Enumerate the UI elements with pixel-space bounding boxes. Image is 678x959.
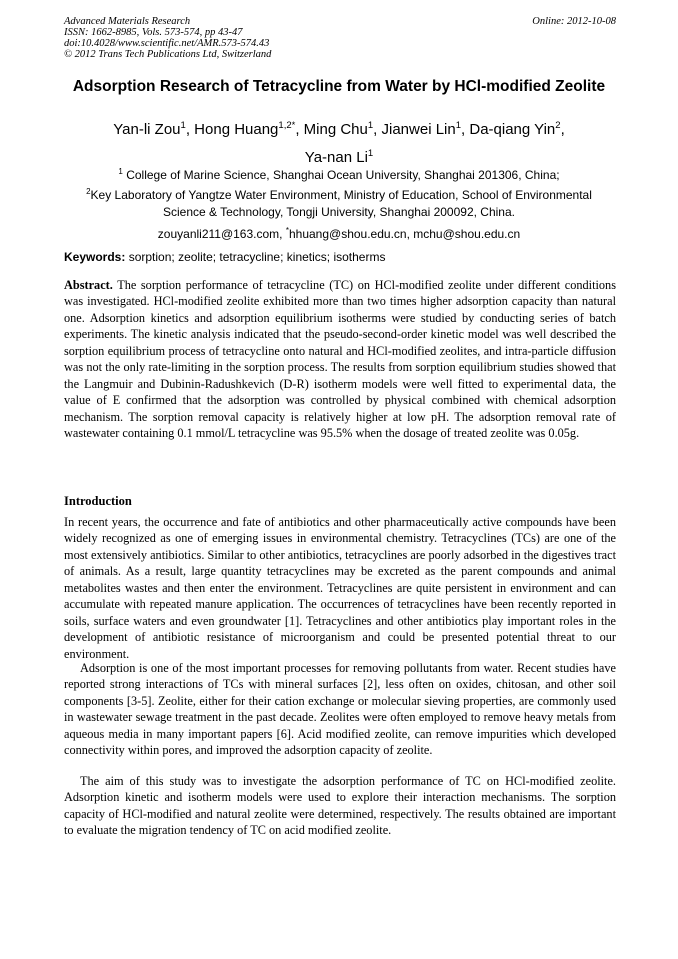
author: Da-qiang Yin$^2$ [469, 120, 561, 138]
author: Ming Chu$^1$ [303, 120, 374, 138]
keywords-label: Keywords: [64, 250, 126, 264]
keywords [64, 250, 616, 264]
email-link[interactable]: hhuang@shou.edu.cn, [288, 227, 410, 241]
journal-issn: ISSN: 1662-8985, Vols. 573-574, pp 43-47 [64, 27, 243, 38]
paper-title: Adsorption Research of Tetracycline from Water by HCl-modified Zeolite [72, 78, 606, 95]
journal-header [64, 16, 616, 60]
author: Ya-nan Li$^1$ [304, 148, 374, 166]
journal-doi: doi:10.4028/www.scientific.net/AMR.573-574.43 [64, 38, 270, 49]
affiliation-1: $^1$ College of Marine Science, Shanghai Ocean University, Shanghai 201306, China; [118, 167, 560, 182]
author: Jianwei Lin$^1$ [381, 120, 462, 138]
abstract-label: Abstract. [64, 278, 113, 292]
author: Yan-li Zou$^1$ [113, 120, 186, 138]
intro-paragraph-2: Adsorption is one of the most important processes for removing pollutants from water. Recent studies have reported strong interactions of TCs with mineral surfaces [2], less often on oxides, chitosan, and other soil components [3-5]. Zeolite, either for their cation exchange or molecular sieving properties, are commonly used in wastewater sewage treatment in the past decade. Zeolites were often employed to remove heavy metals from aqueous media in many important papers [6]. Acid modified zeolite, can remove impurities which developed connectivity within pores, and improved the adsorption capacity of zeolite. [64, 661, 616, 758]
abstract [64, 277, 616, 442]
intro-paragraph-3: The aim of this study was to investigate the adsorption performance of TC on HCl-modified zeolite. Adsorption kinetic and isotherm models were used to explore their interaction mechanisms. The sorption capacity of HCl-modified and natural zeolite were determined, respectively. The results obtained are important to evaluate the migration tendency of TC on acid modified zeolite. [64, 774, 616, 838]
author: Hong Huang$^{1,2*}$ [194, 120, 296, 138]
abstract-text: The sorption performance of tetracycline (TC) on HCl-modified zeolite under different conditions was investigated. HCl-modified zeolite exhibited more than two times higher adsorption capacity than natural one. Adsorption kinetics and adsorption equilibrium isotherms were studied by conducting series of batch experiments. The kinetic analysis indicated that the pseudo-second-order kinetic model was well described the sorption equilibrium process of tetracycline onto natural and HCl-modified zeolites, and intra-particle diffusion was not the only rate-limiting in the sorption process. The results from sorption equilibrium studies showed that the Langmuir and Dubinin-Radushkevich (D-R) isotherm models were well fitted to experimental data, the value of E confirmed that the adsorption was controlled by physical combined with chemical adsorption mechanism. The sorption removal capacity is relatively higher at low pH. The adsorption removal rate of wastewater containing 0.1 mmol/L tetracycline was 95.5% when the dosage of treated zeolite was 0.05g. [64, 278, 616, 441]
email-link[interactable]: zouyanli211@163.com, [157, 227, 283, 241]
author-list: Yan-li Zou$^1$, Hong Huang$^{1,2*}$, Ming Chu$^1$, Jianwei Lin$^1$, Da-qiang Yin$^2$, Ya-nan Li$^1$ [113, 120, 565, 166]
online-date: Online: 2012-10-08 [532, 16, 616, 27]
section-heading-introduction: Introduction [64, 494, 132, 508]
journal-copyright: © 2012 Trans Tech Publications Ltd, Switzerland [64, 49, 272, 60]
affiliation-2: $^2$Key Laboratory of Yangtze Water Environment, Ministry of Education, School of Environmental Science & Technology, Tongji University, Shanghai 200092, China. [86, 187, 592, 219]
keywords-text: sorption; zeolite; tetracycline; kinetics; isotherms [128, 250, 386, 264]
intro-paragraph-1: In recent years, the occurrence and fate of antibiotics and other pharmaceutically active compounds have been widely recognized as one of emerging issues in environmental chemistry. Tetracyclines (TCs) are one of the most extensively antibiotics. Similar to other antibiotics, tetracyclines are poorly adsorbed in the digestives tract of animals. As a result, large quantity tetracyclines may be excreted as the parent compounds and animal metabolites wastes and then enter the environment. Tetracyclines are quite persistent in environment and can accumulate with repeated manure application. The occurrences of tetracyclines have been recently reported in soils, surface waters and even groundwater [1]. Tetracyclines and other antibiotics play important roles in the development of antibiotic resistance of microorganism and could be presented potential threat to our environment. [64, 515, 616, 661]
email-link[interactable]: mchu@shou.edu.cn [413, 227, 521, 241]
journal-name: Advanced Materials Research [64, 16, 191, 27]
email-line: zouyanli211@163.com, *hhuang@shou.edu.cn, mchu@shou.edu.cn [157, 226, 521, 241]
